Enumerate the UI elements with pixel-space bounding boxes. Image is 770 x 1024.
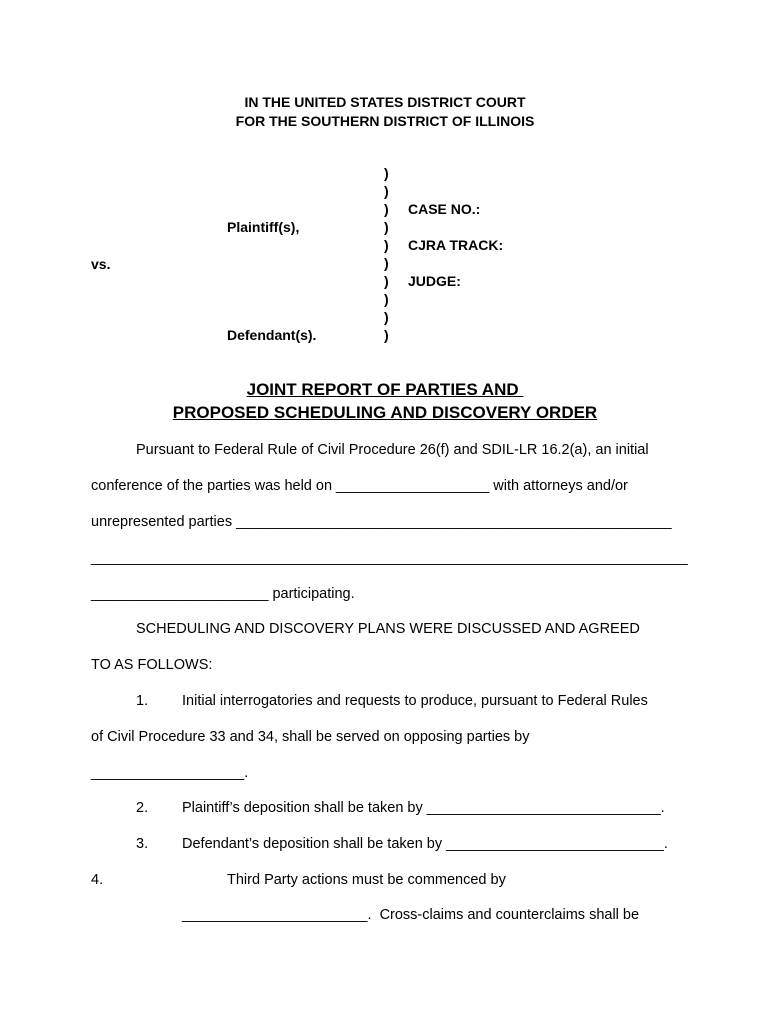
caption-paren: ) — [384, 291, 389, 307]
item-number: 4. — [91, 872, 104, 888]
caption-paren: ) — [384, 273, 389, 289]
item-text: Third Party actions must be commenced by — [227, 872, 506, 888]
item-text: Defendant’s deposition shall be taken by ___________________________. — [182, 836, 668, 852]
case-no-label: CASE NO.: — [408, 201, 481, 217]
paragraph-line: conference of the parties was held on ___________________ with attorneys and/or — [91, 478, 628, 494]
defendant-label: Defendant(s). — [227, 327, 317, 343]
item-number: 2. — [136, 800, 149, 816]
paragraph-line: __________________________________________________________________________ — [91, 550, 688, 566]
paragraph-line: Pursuant to Federal Rule of Civil Procedure 26(f) and SDIL-LR 16.2(a), an initial — [136, 442, 649, 458]
document-title-line2: PROPOSED SCHEDULING AND DISCOVERY ORDER — [172, 403, 598, 422]
item-text: Initial interrogatories and requests to produce, pursuant to Federal Rules — [182, 693, 648, 709]
paragraph-line: TO AS FOLLOWS: — [91, 657, 213, 673]
caption-paren: ) — [384, 237, 389, 253]
item-text: of Civil Procedure 33 and 34, shall be served on opposing parties by — [91, 729, 530, 745]
caption-paren: ) — [384, 309, 389, 325]
caption-paren: ) — [384, 201, 389, 217]
cjra-track-label: CJRA TRACK: — [408, 237, 504, 253]
judge-label: JUDGE: — [408, 273, 461, 289]
item-text: Plaintiff’s deposition shall be taken by _____________________________. — [182, 800, 665, 816]
paragraph-line: unrepresented parties ______________________________________________________ — [91, 514, 672, 530]
paragraph-line: ______________________ participating. — [91, 586, 355, 602]
item-text: _______________________. Cross-claims and counterclaims shall be — [182, 907, 640, 923]
court-name-line1: IN THE UNITED STATES DISTRICT COURT — [244, 94, 526, 110]
caption-paren: ) — [384, 255, 389, 271]
document-title-line1: JOINT REPORT OF PARTIES AND — [246, 380, 524, 399]
caption-paren: ) — [384, 219, 389, 235]
item-text: ___________________. — [91, 765, 249, 781]
caption-paren: ) — [384, 183, 389, 199]
vs-label: vs. — [91, 256, 111, 272]
plaintiff-label: Plaintiff(s), — [227, 219, 300, 235]
caption-paren: ) — [384, 165, 389, 181]
paragraph-line: SCHEDULING AND DISCOVERY PLANS WERE DISCUSSED AND AGREED — [136, 621, 640, 637]
item-number: 3. — [136, 836, 149, 852]
item-number: 1. — [136, 693, 149, 709]
caption-paren: ) — [384, 327, 389, 343]
court-name-line2: FOR THE SOUTHERN DISTRICT OF ILLINOIS — [235, 113, 535, 129]
